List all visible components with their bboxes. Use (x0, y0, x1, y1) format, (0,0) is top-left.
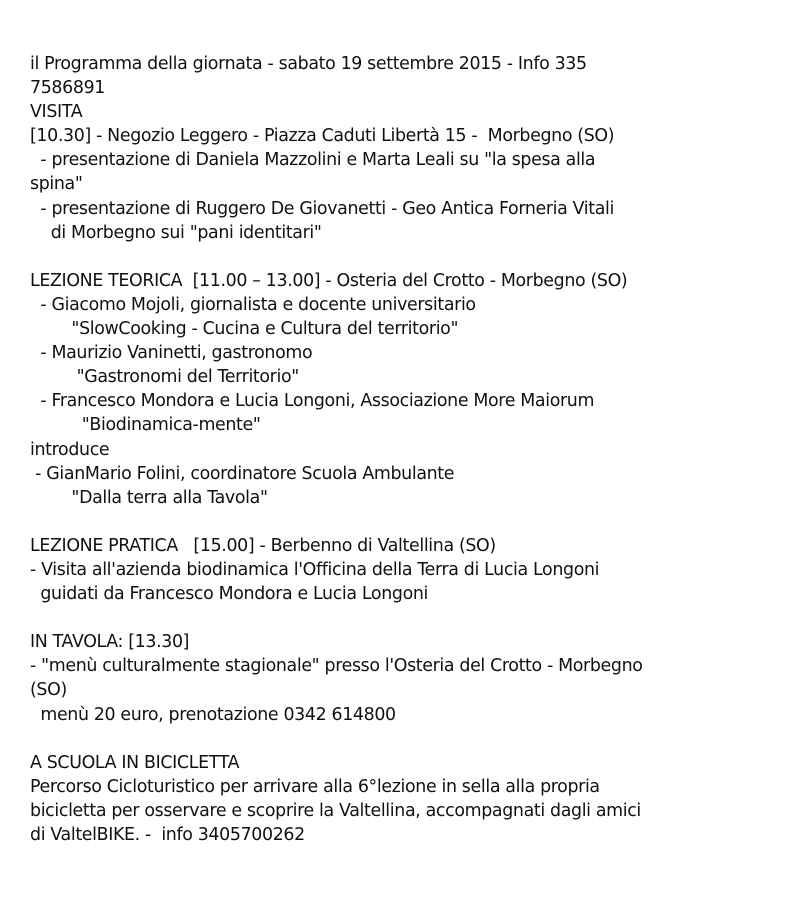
spacer (30, 510, 790, 534)
visita-line: [10.30] - Negozio Leggero - Piazza Caduti Libertà 15 - Morbegno (SO) (30, 126, 615, 147)
lezione-teorica-line: "Dalla terra alla Tavola" (30, 487, 268, 508)
spacer (30, 245, 790, 269)
section-lezione-pratica (30, 534, 790, 606)
lezione-teorica-line: - GianMario Folini, coordinatore Scuola Ambulante (30, 463, 455, 484)
lezione-teorica-line: - Maurizio Vaninetti, gastronomo (30, 343, 313, 364)
lezione-teorica-line: "Biodinamica-mente" (30, 415, 261, 436)
section-title-bicicletta: A SCUOLA IN BICICLETTA (30, 752, 240, 773)
section-in-tavola (30, 630, 790, 726)
bicicletta-line: di ValtelBIKE. - info 3405700262 (30, 825, 305, 845)
lezione-pratica-line: guidati da Francesco Mondora e Lucia Longoni (30, 584, 429, 605)
lezione-teorica-line: - Giacomo Mojoli, giornalista e docente universitario (30, 294, 476, 315)
section-title-visita: VISITA (30, 102, 83, 123)
programme-document (30, 52, 790, 847)
header-phone-line: 7586891 (30, 78, 106, 99)
visita-line: spina" (30, 174, 83, 195)
spacer (30, 606, 790, 630)
section-title-lezione-pratica: LEZIONE PRATICA [15.00] - Berbenno di Valtellina (SO) (30, 535, 496, 556)
lezione-teorica-line: - Francesco Mondora e Lucia Longoni, Associazione More Maiorum (30, 391, 595, 412)
section-title-lezione-teorica: LEZIONE TEORICA [11.00 – 13.00] - Osteria del Crotto - Morbegno (SO) (30, 270, 628, 291)
header-line: il Programma della giornata - sabato 19 settembre 2015 - Info 335 (30, 54, 587, 74)
section-title-in-tavola: IN TAVOLA: [13.30] (30, 632, 190, 653)
in-tavola-line: menù 20 euro, prenotazione 0342 614800 (30, 704, 396, 725)
section-lezione-teorica (30, 269, 790, 510)
lezione-teorica-line: introduce (30, 439, 110, 460)
spacer (30, 727, 790, 751)
bicicletta-line: bicicletta per osservare e scoprire la Valtellina, accompagnati dagli amici (30, 800, 641, 821)
visita-line: - presentazione di Ruggero De Giovanetti - Geo Antica Forneria Vitali (30, 198, 614, 219)
visita-line: di Morbegno sui "pani identitari" (30, 222, 322, 243)
lezione-teorica-line: "SlowCooking - Cucina e Cultura del territorio" (30, 319, 459, 340)
section-visita (30, 100, 790, 245)
bicicletta-line: Percorso Cicloturistico per arrivare alla 6°lezione in sella alla propria (30, 776, 600, 797)
section-bicicletta (30, 751, 790, 847)
lezione-pratica-line: - Visita all'azienda biodinamica l'Officina della Terra di Lucia Longoni (30, 559, 600, 580)
in-tavola-line: (SO) (30, 680, 67, 701)
in-tavola-line: - "menù culturalmente stagionale" presso l'Osteria del Crotto - Morbegno (30, 656, 643, 677)
lezione-teorica-line: "Gastronomi del Territorio" (30, 367, 299, 388)
visita-line: - presentazione di Daniela Mazzolini e Marta Leali su "la spesa alla (30, 150, 596, 171)
